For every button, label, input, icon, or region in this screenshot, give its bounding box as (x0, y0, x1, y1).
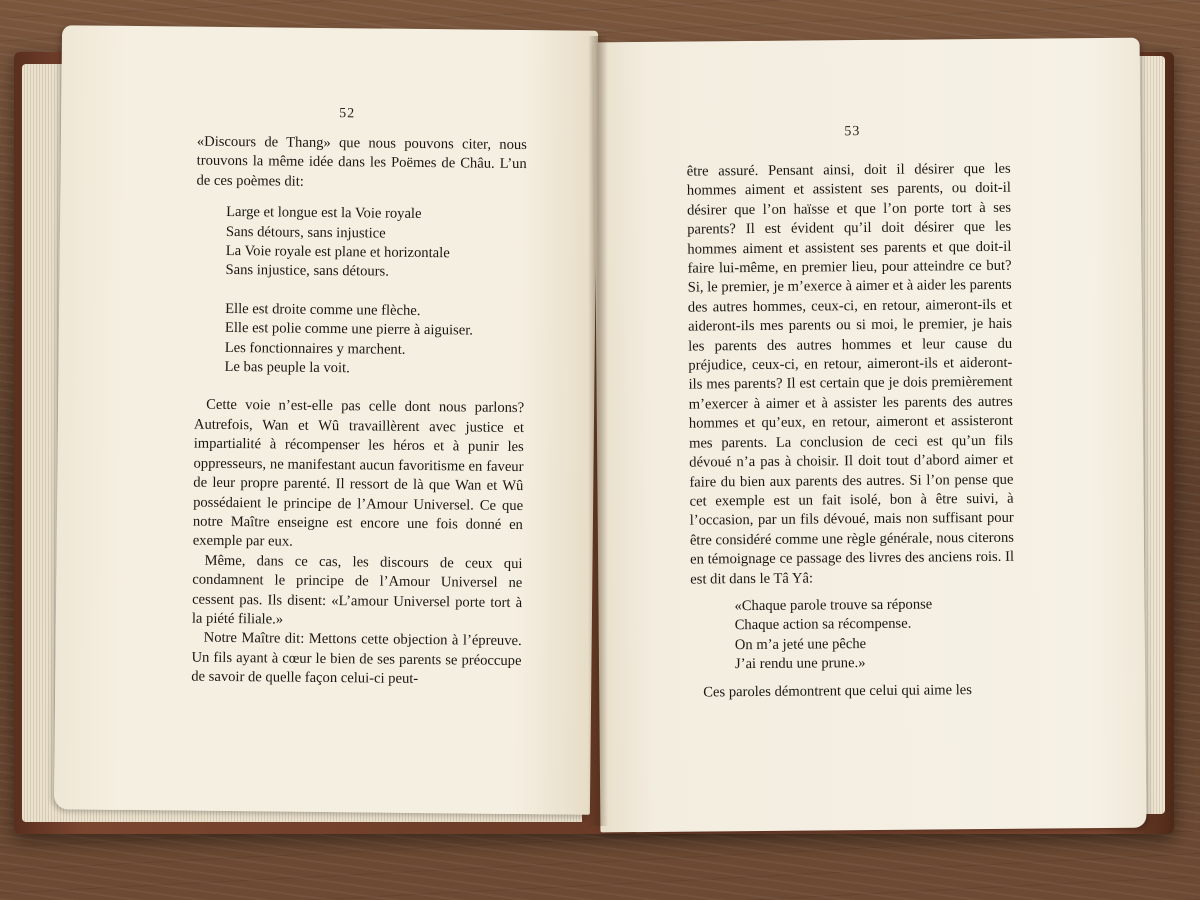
poem-line: On m’a jeté une pêche (734, 635, 867, 653)
right-paragraph-1: être assuré. Pensant ainsi, doit il désirer que les hommes aiment et assistent ses parents, ou doit-il désirer que l’on haïsse et que l’on porte tort à ses parents? Il est évident qu’il doit désirer que les hommes aiment et assistent ses parents et que doit-il faire lui-même, en premier lieu, pour atteindre ce but? Si, le premier, je m’exerce à aimer et à aider les parents des autres hommes, ceux-ci, en retour, aimeront-ils et aideront-ils mes parents ou si moi, le premier, je hais les parents des autres hommes et leur cause du préjudice, ceux-ci, en retour, aimeront-ils et aideront-ils mes parents? Il est certain que je dois premièrement m’exercer à aimer et à assister les parents des autres hommes et qu’eux, en retour, aimeront et assisteront mes parents. La conclusion de ceci est qu’un fils dévoué n’a pas à choisir. Il doit tout d’abord aimer et faire du bien aux parents des autres. Si l’on pense que cet exemple est un fait isolé, bon à être suivi, à l’occasion, par un fils dévoué, mais non suffisant pour être considéré comme une règle générale, nous citerons en témoignage ce passage des livres des anciens rois. Il est dit dans le Tâ Yâ: (686, 160, 1015, 588)
poem-line: Le bas peuple la voit. (224, 358, 350, 377)
poem-line: Chaque action sa récompense. (734, 615, 912, 634)
poem-line: Les fonctionnaires y marchent. (224, 339, 406, 358)
poem-line: La Voie royale est plane et horizontale (225, 242, 450, 262)
right-page-text (687, 160, 1016, 703)
left-page-text (191, 133, 527, 691)
poem-line: «Chaque parole trouve sa réponse (734, 596, 933, 615)
right-paragraph-2: Ces paroles démontrent que celui qui aime les (703, 681, 972, 701)
left-paragraph-2: Même, dans ce cas, les discours de ceux qui condamnent le principe de l’Amour Universel ne cessent pas. Ils disent: «L’amour Universel porte tort à la piété filiale.» (191, 552, 523, 628)
page-number-left: 52 (339, 106, 356, 122)
book-gutter (588, 36, 608, 826)
poem-stanza-1 (195, 203, 526, 284)
poem-line: Elle est droite comme une flèche. (225, 300, 421, 319)
left-paragraph-1: Cette voie n’est-elle pas celle dont nous parlons? Autrefois, Wan et Wû travaillèrent avec justice et impartialité à récompenser les héros et à punir les oppresseurs, ne manifestant aucun favoritisme en faveur de leur propre parenté. Il ressort de là que Wan et Wû possédaient le principe de l’Amour Universel. Ce que notre Maître enseigne est encore une fois donné en exemple par eux. (192, 397, 525, 550)
right-page (594, 38, 1147, 833)
left-intro: «Discours de Thang» que nous pouvons citer, nous trouvons la même idée dans les Poëmes de Châu. L’un de ces poèmes dit: (196, 133, 527, 190)
poem-stanza-2 (194, 299, 525, 380)
left-page (54, 25, 598, 815)
poem-line: J’ai rendu une prune.» (734, 655, 866, 673)
left-paragraph-3: Notre Maître dit: Mettons cette objection à l’épreuve. Un fils ayant à cœur le bien de ses parents se préoccupe de savoir de quelle façon celui-ci peut- (191, 630, 522, 688)
poem-quote (690, 595, 1015, 675)
poem-line: Elle est polie comme une pierre à aiguiser. (224, 320, 474, 339)
poem-line: Large et longue est la Voie royale (226, 204, 422, 223)
poem-line: Sans injustice, sans détours. (225, 262, 389, 281)
poem-line: Sans détours, sans injustice (225, 223, 386, 242)
page-number-right: 53 (844, 124, 861, 140)
